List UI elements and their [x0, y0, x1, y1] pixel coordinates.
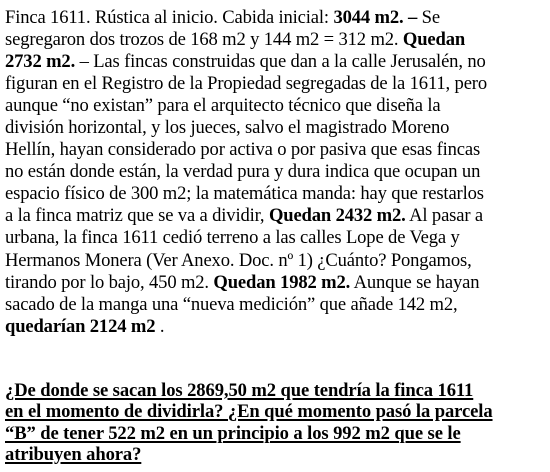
body-line	[5, 29, 544, 51]
question-paragraph	[5, 380, 493, 465]
body-line	[5, 183, 544, 205]
body-line	[5, 51, 544, 73]
body-line	[5, 294, 544, 316]
body-text-run: aunque “no existan” para el arquitecto técnico que diseña la	[5, 95, 441, 117]
body-text-run: tirando por lo bajo, 450 m2.	[5, 271, 214, 293]
bold-figure: Quedan 2432 m2.	[268, 205, 406, 227]
body-text-run: – Las fincas construidas que dan a la calle Jerusalén, no	[75, 51, 486, 73]
body-text-run: sacado de la manga una “nueva medición” que añade 142 m2,	[5, 293, 458, 315]
body-line	[5, 95, 544, 117]
body-text-run: a la finca matriz que se va a dividir,	[5, 205, 269, 227]
body-text-run: segregaron dos trozos de 168 m2 y 144 m2 = 312 m2.	[5, 29, 403, 51]
question-line: atribuyen ahora?	[5, 443, 142, 465]
body-text-run: Al pasar a	[405, 205, 484, 227]
body-text-run: no están donde están, la verdad pura y dura indica que ocupan un	[5, 161, 481, 183]
body-text-run: .	[155, 315, 165, 337]
body-line	[5, 7, 544, 29]
body-text-run: Aunque se hayan	[350, 271, 480, 293]
body-line	[5, 250, 544, 272]
bold-figure: Quedan	[402, 29, 466, 51]
body-line	[5, 73, 544, 95]
body-paragraph	[5, 7, 544, 338]
bold-figure: 3044 m2. –	[333, 7, 418, 28]
body-text-run: espacio físico de 300 m2; la matemática manda: hay que restarlos	[5, 183, 484, 205]
body-line	[5, 117, 544, 139]
body-text-run: Se	[417, 7, 440, 28]
question-line: ¿De donde se sacan los 2869,50 m2 que tendría la finca 1611	[5, 380, 474, 401]
question-line: “B” de tener 522 m2 en un principio a los 992 m2 que se le	[5, 422, 461, 444]
bold-figure: quedarían 2124 m2	[5, 315, 156, 337]
body-line	[5, 205, 544, 227]
body-line	[5, 227, 544, 249]
bold-figure: Quedan 1982 m2.	[213, 271, 351, 293]
body-line	[5, 272, 544, 294]
question-line: en el momento de dividirla? ¿En qué momento pasó la parcela	[5, 401, 493, 423]
body-text-run: urbana, la finca 1611 cedió terreno a las calles Lope de Vega y	[5, 227, 460, 249]
body-text-run: Finca 1611. Rústica al inicio. Cabida inicial:	[5, 7, 334, 28]
bold-figure: 2732 m2.	[5, 51, 76, 73]
body-text-run: figuran en el Registro de la Propiedad segregadas de la 1611, pero	[5, 73, 487, 95]
body-line	[5, 139, 544, 161]
body-text-run: división horizontal, y los jueces, salvo el magistrado Moreno	[5, 117, 450, 139]
body-line	[5, 161, 544, 183]
body-line	[5, 316, 544, 338]
body-text-run: Hermanos Monera (Ver Anexo. Doc. nº 1) ¿Cuánto? Pongamos,	[5, 249, 472, 271]
body-text-run: Hellín, hayan considerado por activa o por pasiva que esas fincas	[5, 139, 481, 161]
